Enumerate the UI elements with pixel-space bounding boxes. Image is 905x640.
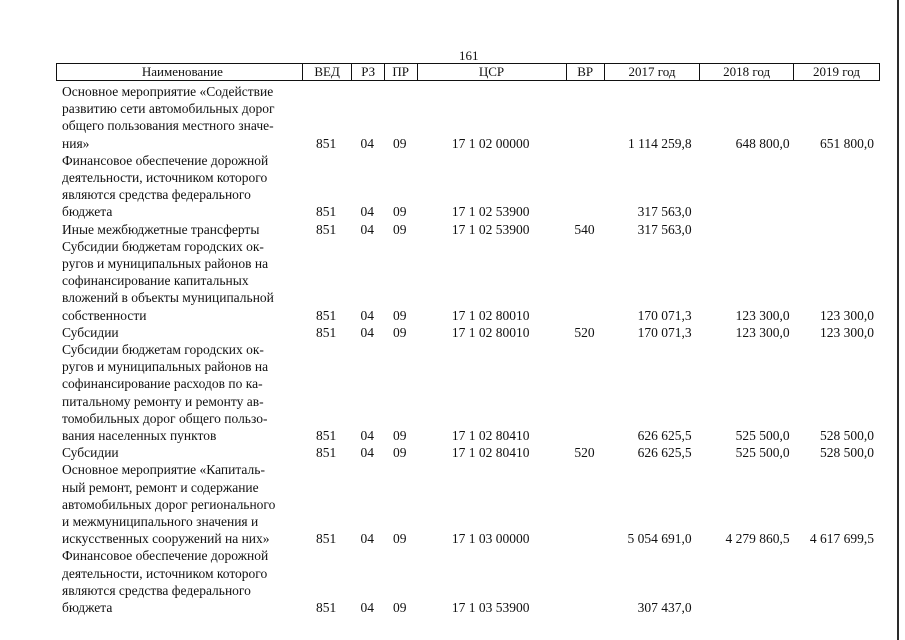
cell-csr [416, 461, 565, 547]
cell-vr [565, 461, 603, 547]
cell-rz [351, 341, 384, 444]
cell-vr [565, 221, 603, 238]
header-ved: ВЕД [302, 64, 352, 80]
cell-name [56, 444, 301, 461]
cell-pr [384, 341, 417, 444]
cell-name-line: томобильных дорог общего пользо- [62, 410, 268, 426]
table-row [56, 547, 880, 616]
cell-ved-value: 851 [315, 445, 337, 461]
cell-2017-value: 626 625,5 [637, 428, 692, 444]
cell-csr [416, 238, 565, 324]
cell-name-line: Основное мероприятие «Содействие [62, 84, 274, 99]
cell-vr-value: 520 [574, 445, 595, 461]
cell-2017-value: 317 563,0 [637, 204, 692, 220]
cell-name-line: искусственных сооружений на них» [62, 531, 270, 547]
cell-2019 [794, 83, 880, 152]
cell-rz-value: 04 [360, 324, 375, 340]
cell-ved [301, 444, 351, 461]
cell-pr-value: 09 [393, 324, 407, 340]
cell-csr-value: 17 1 02 00000 [451, 135, 530, 151]
header-pr: ПР [384, 64, 417, 80]
cell-rz [351, 461, 384, 547]
table-header [56, 63, 880, 81]
cell-rz [351, 547, 384, 616]
cell-2017-value: 1 114 259,8 [628, 135, 692, 151]
cell-2017 [604, 221, 700, 238]
cell-2017-value: 5 054 691,0 [627, 531, 692, 547]
cell-ved [301, 547, 351, 616]
cell-vr [565, 238, 603, 324]
header-rz: РЗ [351, 64, 384, 80]
cell-2019 [794, 221, 880, 238]
cell-2017-value: 170 071,3 [637, 307, 692, 323]
cell-rz [351, 221, 384, 238]
cell-pr-value: 09 [393, 428, 407, 444]
cell-2018 [700, 238, 794, 324]
cell-pr-value: 09 [393, 135, 407, 151]
cell-csr [416, 83, 565, 152]
cell-ved [301, 221, 351, 238]
header-vr: ВР [566, 64, 604, 80]
cell-rz [351, 238, 384, 324]
cell-name-line: питальному ремонту и ремонту ав- [62, 393, 264, 409]
cell-ved-value: 851 [315, 428, 337, 444]
cell-csr [416, 444, 565, 461]
cell-name-line: Субсидии бюджетам городских ок- [62, 238, 264, 254]
cell-ved-value: 851 [315, 135, 337, 151]
cell-vr [565, 152, 603, 221]
cell-2019-value: 123 300,0 [819, 307, 874, 323]
cell-pr [384, 221, 417, 238]
cell-pr [384, 238, 417, 324]
cell-vr [565, 341, 603, 444]
cell-2017-value: 170 071,3 [637, 324, 692, 340]
cell-rz-value: 04 [360, 531, 375, 547]
cell-ved-value: 851 [315, 324, 337, 340]
cell-ved [301, 83, 351, 152]
cell-csr-value: 17 1 03 00000 [451, 531, 530, 547]
cell-name-line: Субсидии бюджетам городских ок- [62, 342, 264, 358]
cell-rz-value: 04 [360, 307, 375, 323]
cell-rz [351, 83, 384, 152]
cell-csr-value: 17 1 02 80410 [451, 445, 530, 461]
cell-ved-value: 851 [315, 307, 337, 323]
cell-2017 [604, 547, 700, 616]
cell-2018 [700, 152, 794, 221]
cell-pr [384, 324, 417, 341]
cell-2018 [700, 324, 794, 341]
cell-pr [384, 83, 417, 152]
cell-2018-value: 648 800,0 [735, 135, 790, 151]
cell-2017-value: 317 563,0 [637, 221, 692, 237]
cell-pr [384, 461, 417, 547]
cell-csr [416, 341, 565, 444]
cell-name [56, 341, 301, 444]
cell-name-line: собственности [62, 307, 147, 323]
header-csr: ЦСР [417, 64, 566, 80]
cell-rz [351, 324, 384, 341]
cell-name-line: Субсидии [62, 445, 119, 461]
cell-name [56, 461, 301, 547]
cell-ved [301, 324, 351, 341]
cell-name-line: вложений в объекты муниципальной [62, 290, 274, 306]
cell-rz-value: 04 [360, 445, 375, 461]
table-row [56, 444, 880, 461]
cell-2018-value: 4 279 860,5 [725, 531, 790, 547]
cell-vr [565, 324, 603, 341]
cell-ved-value: 851 [315, 204, 337, 220]
cell-2017 [604, 83, 700, 152]
cell-2019 [794, 461, 880, 547]
cell-2018-value: 525 500,0 [735, 428, 790, 444]
table-row [56, 341, 880, 444]
cell-2018 [700, 83, 794, 152]
cell-ved [301, 238, 351, 324]
cell-2017 [604, 152, 700, 221]
cell-name-line: являются средства федерального [62, 187, 251, 203]
cell-name [56, 547, 301, 616]
cell-rz-value: 04 [360, 600, 375, 616]
cell-name [56, 221, 301, 238]
cell-pr-value: 09 [393, 307, 407, 323]
cell-vr-value: 540 [574, 221, 595, 237]
cell-csr [416, 547, 565, 616]
cell-name-line: ния» [62, 135, 90, 151]
cell-name-line: Финансовое обеспечение дорожной [62, 152, 269, 168]
cell-csr [416, 152, 565, 221]
cell-2017 [604, 461, 700, 547]
cell-csr [416, 221, 565, 238]
cell-csr-value: 17 1 02 80010 [451, 307, 530, 323]
cell-name-line: Основное мероприятие «Капиталь- [62, 462, 265, 478]
cell-2017 [604, 324, 700, 341]
cell-csr-value: 17 1 02 53900 [451, 204, 530, 220]
cell-2019 [794, 547, 880, 616]
cell-2017-value: 307 437,0 [637, 600, 692, 616]
cell-2018 [700, 341, 794, 444]
cell-name-line: софинансирование расходов по ка- [62, 376, 263, 392]
cell-name-line: софинансирование капитальных [62, 273, 249, 289]
cell-pr [384, 547, 417, 616]
cell-2017 [604, 238, 700, 324]
cell-pr-value: 09 [393, 204, 407, 220]
cell-rz-value: 04 [360, 135, 375, 151]
cell-2019 [794, 341, 880, 444]
cell-2019 [794, 324, 880, 341]
cell-2018 [700, 461, 794, 547]
cell-name [56, 83, 301, 152]
cell-name-line: деятельности, источником которого [62, 565, 268, 581]
cell-2017-value: 626 625,5 [637, 445, 692, 461]
cell-pr-value: 09 [393, 221, 407, 237]
cell-vr [565, 444, 603, 461]
cell-name-line: автомобильных дорог регионального [62, 496, 276, 512]
cell-name [56, 152, 301, 221]
table-row [56, 238, 880, 324]
cell-name-line: являются средства федерального [62, 582, 251, 598]
table-row [56, 461, 880, 547]
cell-name-line: развитию сети автомобильных дорог [62, 101, 275, 117]
cell-rz [351, 152, 384, 221]
cell-csr-value: 17 1 02 53900 [451, 221, 530, 237]
cell-2019-value: 528 500,0 [819, 428, 874, 444]
cell-vr-value: 520 [574, 324, 595, 340]
page-right-border [897, 0, 899, 640]
cell-2018-value: 123 300,0 [735, 307, 790, 323]
cell-name-line: ругов и муниципальных районов на [62, 256, 269, 272]
cell-vr [565, 83, 603, 152]
table-row [56, 152, 880, 221]
cell-2018 [700, 221, 794, 238]
table-row [56, 83, 880, 152]
page-number: 161 [459, 48, 479, 63]
cell-2019-value: 651 800,0 [819, 135, 874, 151]
cell-rz-value: 04 [360, 221, 375, 237]
cell-2019 [794, 444, 880, 461]
cell-name-line: ный ремонт, ремонт и содержание [62, 479, 259, 495]
cell-csr [416, 324, 565, 341]
cell-rz-value: 04 [360, 428, 375, 444]
cell-2019-value: 123 300,0 [819, 324, 874, 340]
cell-2018-value: 525 500,0 [735, 445, 790, 461]
cell-ved-value: 851 [315, 600, 337, 616]
table-row [56, 221, 880, 238]
table-body [56, 83, 880, 616]
cell-pr [384, 444, 417, 461]
cell-2019 [794, 238, 880, 324]
cell-name-line: деятельности, источником которого [62, 170, 268, 186]
cell-pr [384, 152, 417, 221]
cell-ved [301, 461, 351, 547]
cell-name-line: ругов и муниципальных районов на [62, 359, 269, 375]
cell-name-line: Субсидии [62, 324, 119, 340]
cell-name-line: бюджета [62, 204, 113, 220]
cell-csr-value: 17 1 03 53900 [451, 600, 530, 616]
cell-2018-value: 123 300,0 [735, 324, 790, 340]
cell-2018 [700, 547, 794, 616]
cell-2017 [604, 444, 700, 461]
cell-rz-value: 04 [360, 204, 375, 220]
cell-2019-value: 528 500,0 [819, 445, 874, 461]
cell-name-line: общего пользования местного значе- [62, 118, 274, 134]
header-name: Наименование [141, 64, 223, 79]
cell-name-line: и межмуниципального значения и [62, 514, 259, 530]
cell-name [56, 238, 301, 324]
cell-ved-value: 851 [315, 221, 337, 237]
cell-name-line: Иные межбюджетные трансферты [62, 221, 260, 237]
table-row [56, 324, 880, 341]
cell-ved-value: 851 [315, 531, 337, 547]
cell-pr-value: 09 [393, 445, 407, 461]
cell-csr-value: 17 1 02 80410 [451, 428, 530, 444]
cell-csr-value: 17 1 02 80010 [451, 324, 530, 340]
cell-ved [301, 341, 351, 444]
cell-2017 [604, 341, 700, 444]
cell-2018 [700, 444, 794, 461]
cell-name [56, 324, 301, 341]
cell-2019 [794, 152, 880, 221]
header-2019: 2019 год [793, 64, 879, 80]
cell-pr-value: 09 [393, 531, 407, 547]
header-2017: 2017 год [604, 64, 700, 80]
header-2018: 2018 год [699, 64, 793, 80]
cell-name-line: Финансовое обеспечение дорожной [62, 548, 269, 564]
cell-pr-value: 09 [393, 600, 407, 616]
cell-name-line: бюджета [62, 600, 113, 616]
cell-vr [565, 547, 603, 616]
cell-name-line: вания населенных пунктов [62, 428, 217, 444]
cell-rz [351, 444, 384, 461]
cell-2019-value: 4 617 699,5 [809, 531, 874, 547]
cell-ved [301, 152, 351, 221]
